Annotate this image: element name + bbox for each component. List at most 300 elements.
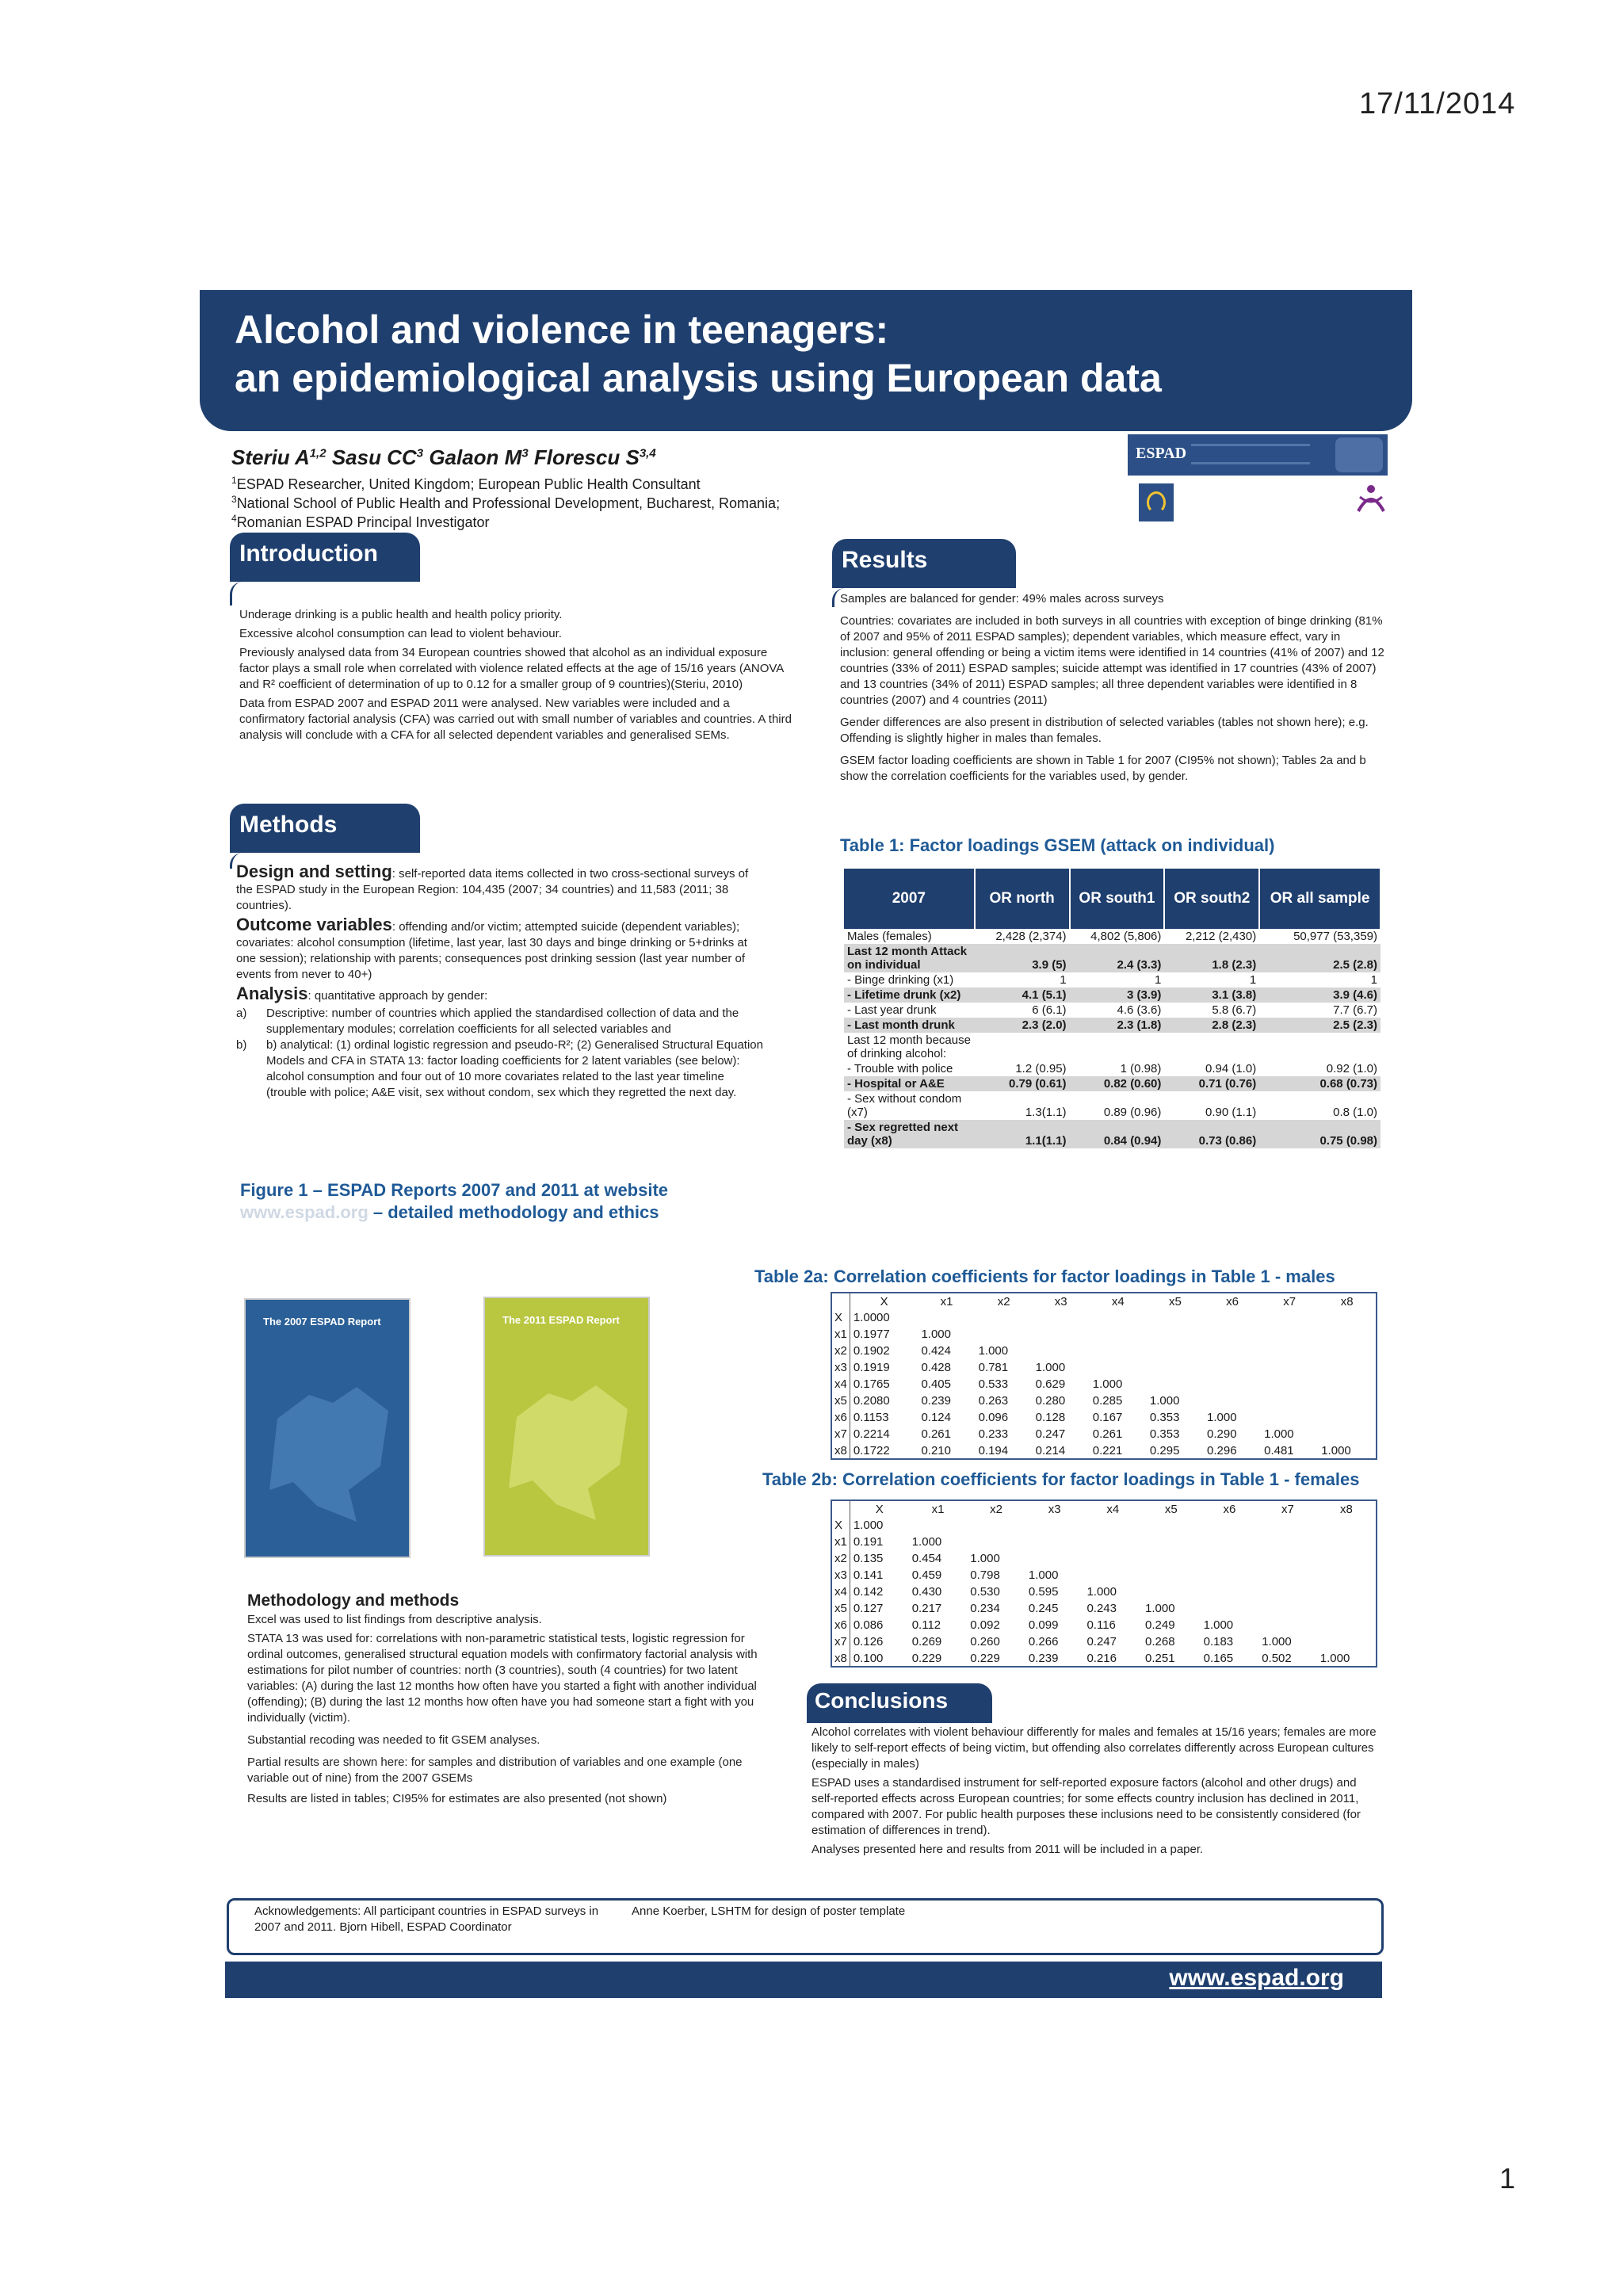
corr-row-label: x5 [831,1600,850,1617]
corr-cell [1083,1550,1142,1567]
corr-cell: 0.1153 [853,1411,889,1424]
table1-header-cell: OR south2 [1164,869,1259,929]
table-row [844,972,1381,988]
corr-cell [1090,1343,1147,1359]
author-list: Steriu A$^{1,2}$ Sasu $CC^3$ Galaon $M^3$ Florescu S$^{3,4}$ [231,445,656,469]
table-cell: 1.8 (2.3) [1164,944,1259,972]
corr-cell: 1.000 [1086,1585,1117,1599]
corr-header-cell: x7 [1283,1294,1296,1308]
corr-cell: 0.183 [1203,1635,1234,1648]
corr-cell: 0.214 [1035,1443,1066,1457]
corr-cell: 1.000 [911,1535,942,1549]
table-cell: 0.90 (1.1) [1205,1106,1257,1119]
corr-cell [918,1309,975,1326]
table-row-label: - Sex without condom (x7) [847,1092,962,1119]
corr-cell: 1.000 [1262,1635,1292,1648]
corr-cell: 0.353 [1149,1427,1180,1441]
corr-cell [1090,1359,1147,1376]
corr-cell [1261,1409,1318,1426]
table-cell: 0.68 (0.73) [1259,1076,1381,1091]
corr-cell [1147,1376,1204,1392]
corr-row-label: X [831,1309,850,1326]
affiliation: $^3$National School of Public Health and Professional Development, Bucharest, Romania; [231,494,781,511]
corr-cell: 0.135 [853,1552,884,1565]
corr-cell: 0.1977 [853,1328,890,1341]
table-row-label: - Last year drunk [847,1003,937,1017]
corr-cell: 0.1919 [853,1361,890,1374]
corr-cell: 0.261 [921,1427,951,1441]
author: Sasu CC [331,445,417,469]
corr-cell: 0.280 [1035,1394,1066,1408]
methodology-body: Methodology and methods Excel was used to list findings from descriptive analysis. STATA 13 was used for: correlations with non-parametric statistical tests, logistic regression for ordinal outcomes, generalised structural equation models with confirmatory factorial analysis with estimations for pilot number of countries: north (3 countries), south (4 countries) for two latent variables: (A) during the last 12 months how often have you started a fight with another individual (offending); (B) during the last 12 months how often have you had someone start a fight with you individually (victim). Substantial recoding was needed to fit GSEM analyses. Partial results are shown here: for samples and distribution of variables and one example (one variable out of nine) from the 2007 GSEMs Results are listed in tables; CI95% for estimates are also presented (not shown) [247,1593,766,1810]
corr-cell [1261,1376,1318,1392]
table-row [844,929,1381,944]
corr-cell: 0.405 [921,1377,951,1391]
table2a-title: Table 2a: Correlation coefficients for factor loadings in Table 1 - males [754,1266,1335,1286]
corr-cell [1025,1517,1084,1534]
affiliation: $^1$ESPAD Researcher, United Kingdom; European Public Health Consultant [231,475,701,492]
table-row-label: - Trouble with police [847,1062,953,1075]
methodology-heading: Methodology and methods [247,1591,460,1610]
corr-cell: 1.000 [1319,1651,1350,1665]
table-cell: 4,802 (5,806) [1090,930,1162,943]
corr-row-label: x2 [831,1343,850,1359]
corr-cell [1317,1600,1377,1617]
corr-cell: 0.261 [1092,1427,1123,1441]
table-cell: 0.8 (1.0) [1333,1106,1377,1119]
corr-cell: 0.481 [1264,1443,1294,1457]
table-row-label: Last 12 month Attack on individual [844,944,975,972]
corr-cell: 0.216 [1086,1651,1117,1665]
table-cell: 2.8 (2.3) [1164,1018,1259,1033]
table-row [831,1442,1377,1459]
table-row-label: - Hospital or A&E [844,1076,975,1091]
corr-cell [1317,1633,1377,1650]
corr-cell [1142,1534,1201,1550]
acknowledgements-credit: Anne Koerber, LSHTM for design of poster template [632,1904,906,1918]
table-cell: 0.92 (1.0) [1326,1062,1377,1075]
correlation-table-males [831,1292,1377,1460]
table-cell: 3.9 (5) [975,944,1070,972]
corr-cell: 0.191 [853,1535,884,1549]
corr-cell: 1.000 [1203,1618,1234,1632]
table-cell: 2,428 (2,374) [995,930,1067,943]
corr-cell: 0.234 [970,1602,1000,1615]
acknowledgements-text: Acknowledgements: All participant countries in ESPAD surveys in 2007 and 2011. Bjorn Hibell, ESPAD Coordinator [254,1904,599,1934]
footer-bar [225,1962,1382,1998]
methods-body: Design and setting: self-reported data items collected in two cross-sectional surveys of the ESPAD study in the European Region: 104,435 (2007; 34 countries) and 11,583 (2011; 38 countries). Outcome variables: offending and/or victim; attempted suicide (dependent variables); covariates: alcohol consumption (lifetime, last year, last 30 days and binge drinking or 5+drinks at one session); relationship with parents; consequences post drinking session (last year number of events from never to 40+) Analysis: quantitative approach by gender: a) Descriptive: number of countries which applied the standardised collection of data and the supplementary modules; correlation coefficients for all selected variables and b) b) analytical: (1) ordinal logistic regression and pseudo-R²; (2) Generalised Structural Equation Models and CFA in STATA 13: factor loading coefficients for 2 latent variables (see below): alcohol consumption and four out of 10 more covariates related to the last year timeline (trouble with police; A&E visit, sex without condom, sex which they regretted the next day. [236,861,763,1099]
corr-cell: 0.781 [978,1361,1009,1374]
corr-cell [1261,1343,1318,1359]
corr-cell: 0.141 [853,1568,884,1582]
correlation-table-females [831,1499,1377,1668]
corr-header-cell: x8 [1339,1502,1353,1516]
corr-cell [1147,1309,1204,1326]
table-row [844,988,1381,1003]
corr-cell: 0.229 [970,1651,1000,1665]
corr-row-label: x7 [831,1426,850,1442]
corr-header-cell: x1 [931,1502,945,1516]
corr-header-cell: x5 [1164,1502,1178,1516]
corr-cell: 0.100 [853,1651,884,1665]
corr-cell [1261,1326,1318,1343]
table-cell: 5.8 (6.7) [1212,1003,1257,1017]
table-row [844,944,1381,972]
corr-cell: 0.290 [1207,1427,1237,1441]
table1-header-cell: OR north [975,869,1070,929]
corr-cell: 0.217 [911,1602,942,1615]
corr-cell: 0.260 [970,1635,1000,1648]
corr-cell [1258,1567,1317,1584]
corr-cell: 0.251 [1145,1651,1175,1665]
corr-cell: 1.000 [1207,1411,1237,1424]
corr-cell: 0.116 [1086,1618,1116,1632]
table-cell: 2.5 (2.3) [1259,1018,1381,1033]
table-row-label: Last 12 month because of drinking alcohol: [847,1033,971,1060]
corr-cell [1201,1600,1259,1617]
table-cell: 0.94 (1.0) [1205,1062,1257,1075]
table1-header-cell: 2007 [844,869,975,929]
corr-cell: 0.263 [978,1394,1009,1408]
report-cover-2011: The 2011 ESPAD Report [483,1297,650,1557]
corr-row-label: x3 [831,1359,850,1376]
corr-cell [1090,1309,1147,1326]
table-cell [1070,1033,1165,1061]
corr-cell [1083,1567,1142,1584]
corr-cell [1147,1359,1204,1376]
table-cell: 6 (6.1) [1032,1003,1067,1017]
author: Galaon M [429,445,522,469]
corr-cell [1318,1326,1377,1343]
corr-cell: 0.245 [1028,1602,1059,1615]
corr-cell: 1.0000 [853,1311,890,1324]
corr-cell: 0.124 [921,1411,951,1424]
table-row [831,1309,1377,1326]
eu-flag-icon [1139,483,1174,521]
corr-header-cell: x7 [1281,1502,1294,1516]
table-cell: 4.6 (3.6) [1117,1003,1162,1017]
corr-cell: 1.000 [1028,1568,1059,1582]
table-cell: 2.4 (3.3) [1070,944,1165,972]
corr-cell [1204,1326,1261,1343]
corr-cell [1317,1534,1377,1550]
corr-cell [1025,1534,1084,1550]
corr-cell: 0.167 [1092,1411,1123,1424]
table-cell: 2.3 (2.0) [975,1018,1070,1033]
corr-cell: 0.268 [1145,1635,1175,1648]
corr-header-cell: x2 [997,1294,1010,1308]
corr-cell: 1.000 [1149,1394,1180,1408]
corr-cell [1318,1376,1377,1392]
corr-cell: 0.127 [853,1602,884,1615]
author: Florescu S [533,445,640,469]
corr-cell: 0.459 [911,1568,942,1582]
corr-cell: 1.000 [970,1552,1000,1565]
corr-header-cell: x6 [1226,1294,1239,1308]
figure-caption: Figure 1 – ESPAD Reports 2007 and 2011 at website www.espad.org – detailed methodology and ethics [240,1180,669,1222]
corr-cell: 0.249 [1145,1618,1175,1632]
corr-header-cell [831,1293,850,1309]
corr-cell [1258,1600,1317,1617]
table-cell: 50,977 (53,359) [1293,930,1377,943]
author: Steriu A [231,445,310,469]
corr-cell [1317,1550,1377,1567]
table-cell: 2,212 (2,430) [1185,930,1257,943]
table-cell: 1 [1060,973,1067,987]
corr-cell: 0.086 [853,1618,884,1632]
table-row [831,1409,1377,1426]
corr-cell [1258,1550,1317,1567]
page-number: 1 [1499,2162,1516,2195]
table-row [831,1650,1377,1667]
corr-row-label: x2 [831,1550,850,1567]
corr-cell [1142,1567,1201,1584]
table-cell: 2.3 (1.8) [1070,1018,1165,1033]
corr-cell [1142,1517,1201,1534]
corr-cell [1033,1309,1090,1326]
corr-cell: 0.430 [911,1585,942,1599]
table-cell: 0.84 (0.94) [1070,1120,1165,1148]
corr-cell: 1.000 [1145,1602,1175,1615]
table1-header-cell: OR south1 [1070,869,1165,929]
corr-cell: 0.092 [970,1618,1000,1632]
corr-cell: 0.243 [1086,1602,1117,1615]
report-cover-2007: The 2007 ESPAD Report [244,1298,411,1558]
table1-header-cell: OR all sample [1259,869,1381,929]
corr-cell [976,1309,1033,1326]
corr-cell [1142,1550,1201,1567]
introduction-body: Underage drinking is a public health and health policy priority. Excessive alcohol consumption can lead to violent behaviour. Previously analysed data from 34 European countries showed that alcohol as an individual exposure factor plays a small role when correlated with violence related effects at the age of 15/16 years (ANOVA and R² coefficient of determination of up to 0.12 for a smaller group of 9 countries)(Steriu, 2010) Data from ESPAD 2007 and ESPAD 2011 were analysed. New variables were included and a confirmatory factorial analysis (CFA) was carried out with small number of variables and countries. A third analysis will conclude with a CFA for all selected dependent variables and generalised SEMs. [239,608,792,742]
corr-row-label: X [831,1517,850,1534]
affiliation: $^4$Romanian ESPAD Principal Investigator [231,513,490,530]
corr-cell [1033,1343,1090,1359]
table-row [831,1359,1377,1376]
corr-cell [976,1326,1033,1343]
corr-cell: 1.000 [1035,1361,1066,1374]
introduction-heading: Introduction [230,533,420,582]
corr-row-label: x1 [831,1326,850,1343]
corr-cell: 1.000 [853,1519,884,1532]
corr-cell: 0.247 [1086,1635,1117,1648]
corr-cell [1317,1567,1377,1584]
corr-cell [967,1534,1025,1550]
corr-cell: 0.165 [1203,1651,1234,1665]
corr-cell: 0.239 [1028,1651,1059,1665]
table-row [831,1376,1377,1392]
corr-cell [1258,1534,1317,1550]
corr-header-cell: x3 [1048,1502,1061,1516]
corr-cell: 1.000 [978,1344,1009,1358]
conclusions-heading: Conclusions [807,1683,992,1723]
table-row [831,1600,1377,1617]
figure-caption-link[interactable]: www.espad.org [240,1202,369,1222]
corr-cell [1318,1343,1377,1359]
table-row [831,1326,1377,1343]
corr-cell: 0.530 [970,1585,1000,1599]
corr-row-label: x5 [831,1392,850,1409]
corr-cell [1201,1517,1259,1534]
corr-cell: 0.595 [1028,1585,1059,1599]
corr-cell [1083,1534,1142,1550]
table-row [844,1091,1381,1120]
corr-cell: 0.533 [978,1377,1009,1391]
corr-cell [909,1517,968,1534]
corr-row-label: x4 [831,1584,850,1600]
corr-row-label: x3 [831,1567,850,1584]
corr-cell: 0.1765 [853,1377,890,1391]
corr-header-cell: x1 [940,1294,953,1308]
table-row [831,1517,1377,1534]
corr-cell: 0.233 [978,1427,1009,1441]
corr-header-cell: x6 [1223,1502,1236,1516]
corr-header-cell: x4 [1106,1502,1120,1516]
corr-cell: 1.000 [1321,1443,1351,1457]
corr-cell: 0.099 [1028,1618,1059,1632]
table-cell: 2.5 (2.8) [1259,944,1381,972]
corr-cell [1142,1584,1201,1600]
table-row [831,1567,1377,1584]
corr-cell [1258,1617,1317,1633]
corr-cell [1201,1567,1259,1584]
corr-cell [1204,1376,1261,1392]
table-row [831,1617,1377,1633]
corr-cell [1258,1517,1317,1534]
corr-cell: 0.424 [921,1344,951,1358]
table-cell: 0.79 (0.61) [975,1076,1070,1091]
table-cell: 4.1 (5.1) [975,988,1070,1003]
table-row [844,1061,1381,1076]
corr-cell [1201,1534,1259,1550]
corr-cell [1147,1326,1204,1343]
conclusions-body: Alcohol correlates with violent behaviour differently for males and females at 15/16 years; females are more likely to self-report effects of being victim, but offending also correlates differently across European cultures (especially in males) ESPAD uses a standardised instrument for self-reported exposure factors (alcohol and other drugs) and self-reported effects across European countries; for some effects country inclusion has declined in 2011, compared with 2007. For public health purposes these inclusions need to be consistently considered (for estimation of differences in trend). Analyses presented here and results from 2011 will be included in a paper. [812,1725,1377,1856]
corr-cell [1317,1517,1377,1534]
table-cell: 0.82 (0.60) [1070,1076,1165,1091]
table-cell: 3.1 (3.8) [1164,988,1259,1003]
table-cell: 0.73 (0.86) [1164,1120,1259,1148]
corr-row-label: x8 [831,1442,850,1459]
corr-cell [1261,1392,1318,1409]
table1-title: Table 1: Factor loadings GSEM (attack on individual) [840,835,1275,855]
corr-cell: 0.210 [921,1443,951,1457]
corr-header-cell: x8 [1340,1294,1354,1308]
corr-cell: 0.239 [921,1394,951,1408]
corr-cell [1083,1517,1142,1534]
corr-cell [1025,1550,1084,1567]
results-heading: Results [832,539,1016,588]
corr-cell [1318,1359,1377,1376]
corr-cell: 0.126 [853,1635,884,1648]
table-cell: 1.3(1.1) [1025,1106,1067,1119]
table-cell: 1.2 (0.95) [1015,1062,1067,1075]
corr-cell [1261,1309,1318,1326]
table-row [844,1076,1381,1091]
table-row [844,1003,1381,1018]
corr-cell [967,1517,1025,1534]
corr-cell [1318,1309,1377,1326]
table-cell: 0.89 (0.96) [1103,1106,1162,1119]
corr-cell [1147,1343,1204,1359]
table-row [844,1120,1381,1148]
corr-cell: 1.000 [921,1328,951,1341]
table-cell: 0.75 (0.98) [1259,1120,1381,1148]
corr-row-label: x6 [831,1409,850,1426]
table-cell: 1 (0.98) [1120,1062,1162,1075]
corr-cell [1204,1343,1261,1359]
table-cell: 1.1(1.1) [975,1120,1070,1148]
espad-logo: ESPAD [1128,434,1388,476]
corr-row-label: x1 [831,1534,850,1550]
table-cell [1259,1033,1381,1061]
table-cell: 1 [1370,973,1377,987]
corr-header-cell: x5 [1169,1294,1182,1308]
table-row [831,1550,1377,1567]
table-row [831,1633,1377,1650]
table-cell [1164,1033,1259,1061]
table-row-label: - Last month drunk [844,1018,975,1033]
europe-map-icon [262,1371,396,1530]
corr-cell: 0.112 [911,1618,941,1632]
corr-cell: 0.229 [911,1651,942,1665]
corr-cell: 1.000 [1092,1377,1123,1391]
table-row [831,1426,1377,1442]
corr-cell: 0.2080 [853,1394,890,1408]
corr-cell: 0.296 [1207,1443,1237,1457]
corr-cell: 0.247 [1035,1427,1066,1441]
corr-header-cell: X [880,1294,888,1308]
corr-cell [1258,1584,1317,1600]
corr-cell: 0.269 [911,1635,942,1648]
table-cell: 3 (3.9) [1070,988,1165,1003]
corr-cell: 0.096 [978,1411,1009,1424]
poster-title-line1: Alcohol and violence in teenagers: [235,308,889,352]
corr-cell [1261,1359,1318,1376]
corr-cell: 0.1722 [853,1443,890,1457]
corr-cell [1318,1409,1377,1426]
corr-header-cell: x3 [1054,1294,1067,1308]
factor-loadings-table [844,869,1381,1148]
methods-heading: Methods [230,804,420,853]
corr-cell: 1.000 [1264,1427,1294,1441]
corr-cell [1317,1584,1377,1600]
corr-row-label: x4 [831,1376,850,1392]
corr-cell: 0.1902 [853,1344,890,1358]
table-row-label: - Binge drinking (x1) [847,973,954,987]
corr-cell [1318,1426,1377,1442]
table-row [831,1534,1377,1550]
corr-cell: 0.221 [1092,1443,1123,1457]
partner-logo [1352,479,1390,518]
corr-cell: 0.142 [853,1585,884,1599]
europe-map-icon [501,1370,636,1528]
table-cell: 3.9 (4.6) [1259,988,1381,1003]
corr-row-label: x6 [831,1617,850,1633]
acknowledgements-box [227,1898,1384,1955]
corr-header-cell: x2 [990,1502,1002,1516]
corr-cell: 0.502 [1262,1651,1292,1665]
corr-cell: 0.194 [978,1443,1009,1457]
corr-cell [1318,1392,1377,1409]
results-body: Samples are balanced for gender: 49% males across surveys Countries: covariates are included in both surveys in all countries with exception of binge drinking (81% of 2007 and 95% of 2011 ESPAD samples); dependent variables, which measure effect, vary in inclusion: general offending or being a victim items were identified in 14 countries (41% of 2007) and 12 countries (33% of 2011) ESPAD samples; suicide attempt was identified in 17 countries (43% of 2007) and 13 countries (34% of 2011) ESPAD samples; all three dependent variables were identified in 8 countries (2007) and 4 countries (2011) Gender differences are also present in distribution of selected variables (tables not shown here); e.g. Offending is slightly higher in males than females. GSEM factor loading coefficients are shown in Table 1 for 2007 (CI95% not shown); Tables 2a and b show the correlation coefficients for the variables used, by gender. [840,592,1384,783]
table-row-label: Males (females) [847,930,932,943]
corr-row-label: x8 [831,1650,850,1667]
corr-cell: 0.454 [911,1552,942,1565]
table-cell: 1 [1155,973,1162,987]
corr-cell: 0.353 [1149,1411,1180,1424]
footer-website-link[interactable]: www.espad.org [1169,1965,1344,1991]
corr-cell: 0.285 [1092,1394,1123,1408]
poster-title-line2: an epidemiological analysis using European data [235,356,1162,400]
table-row-label: - Lifetime drunk (x2) [844,988,975,1003]
